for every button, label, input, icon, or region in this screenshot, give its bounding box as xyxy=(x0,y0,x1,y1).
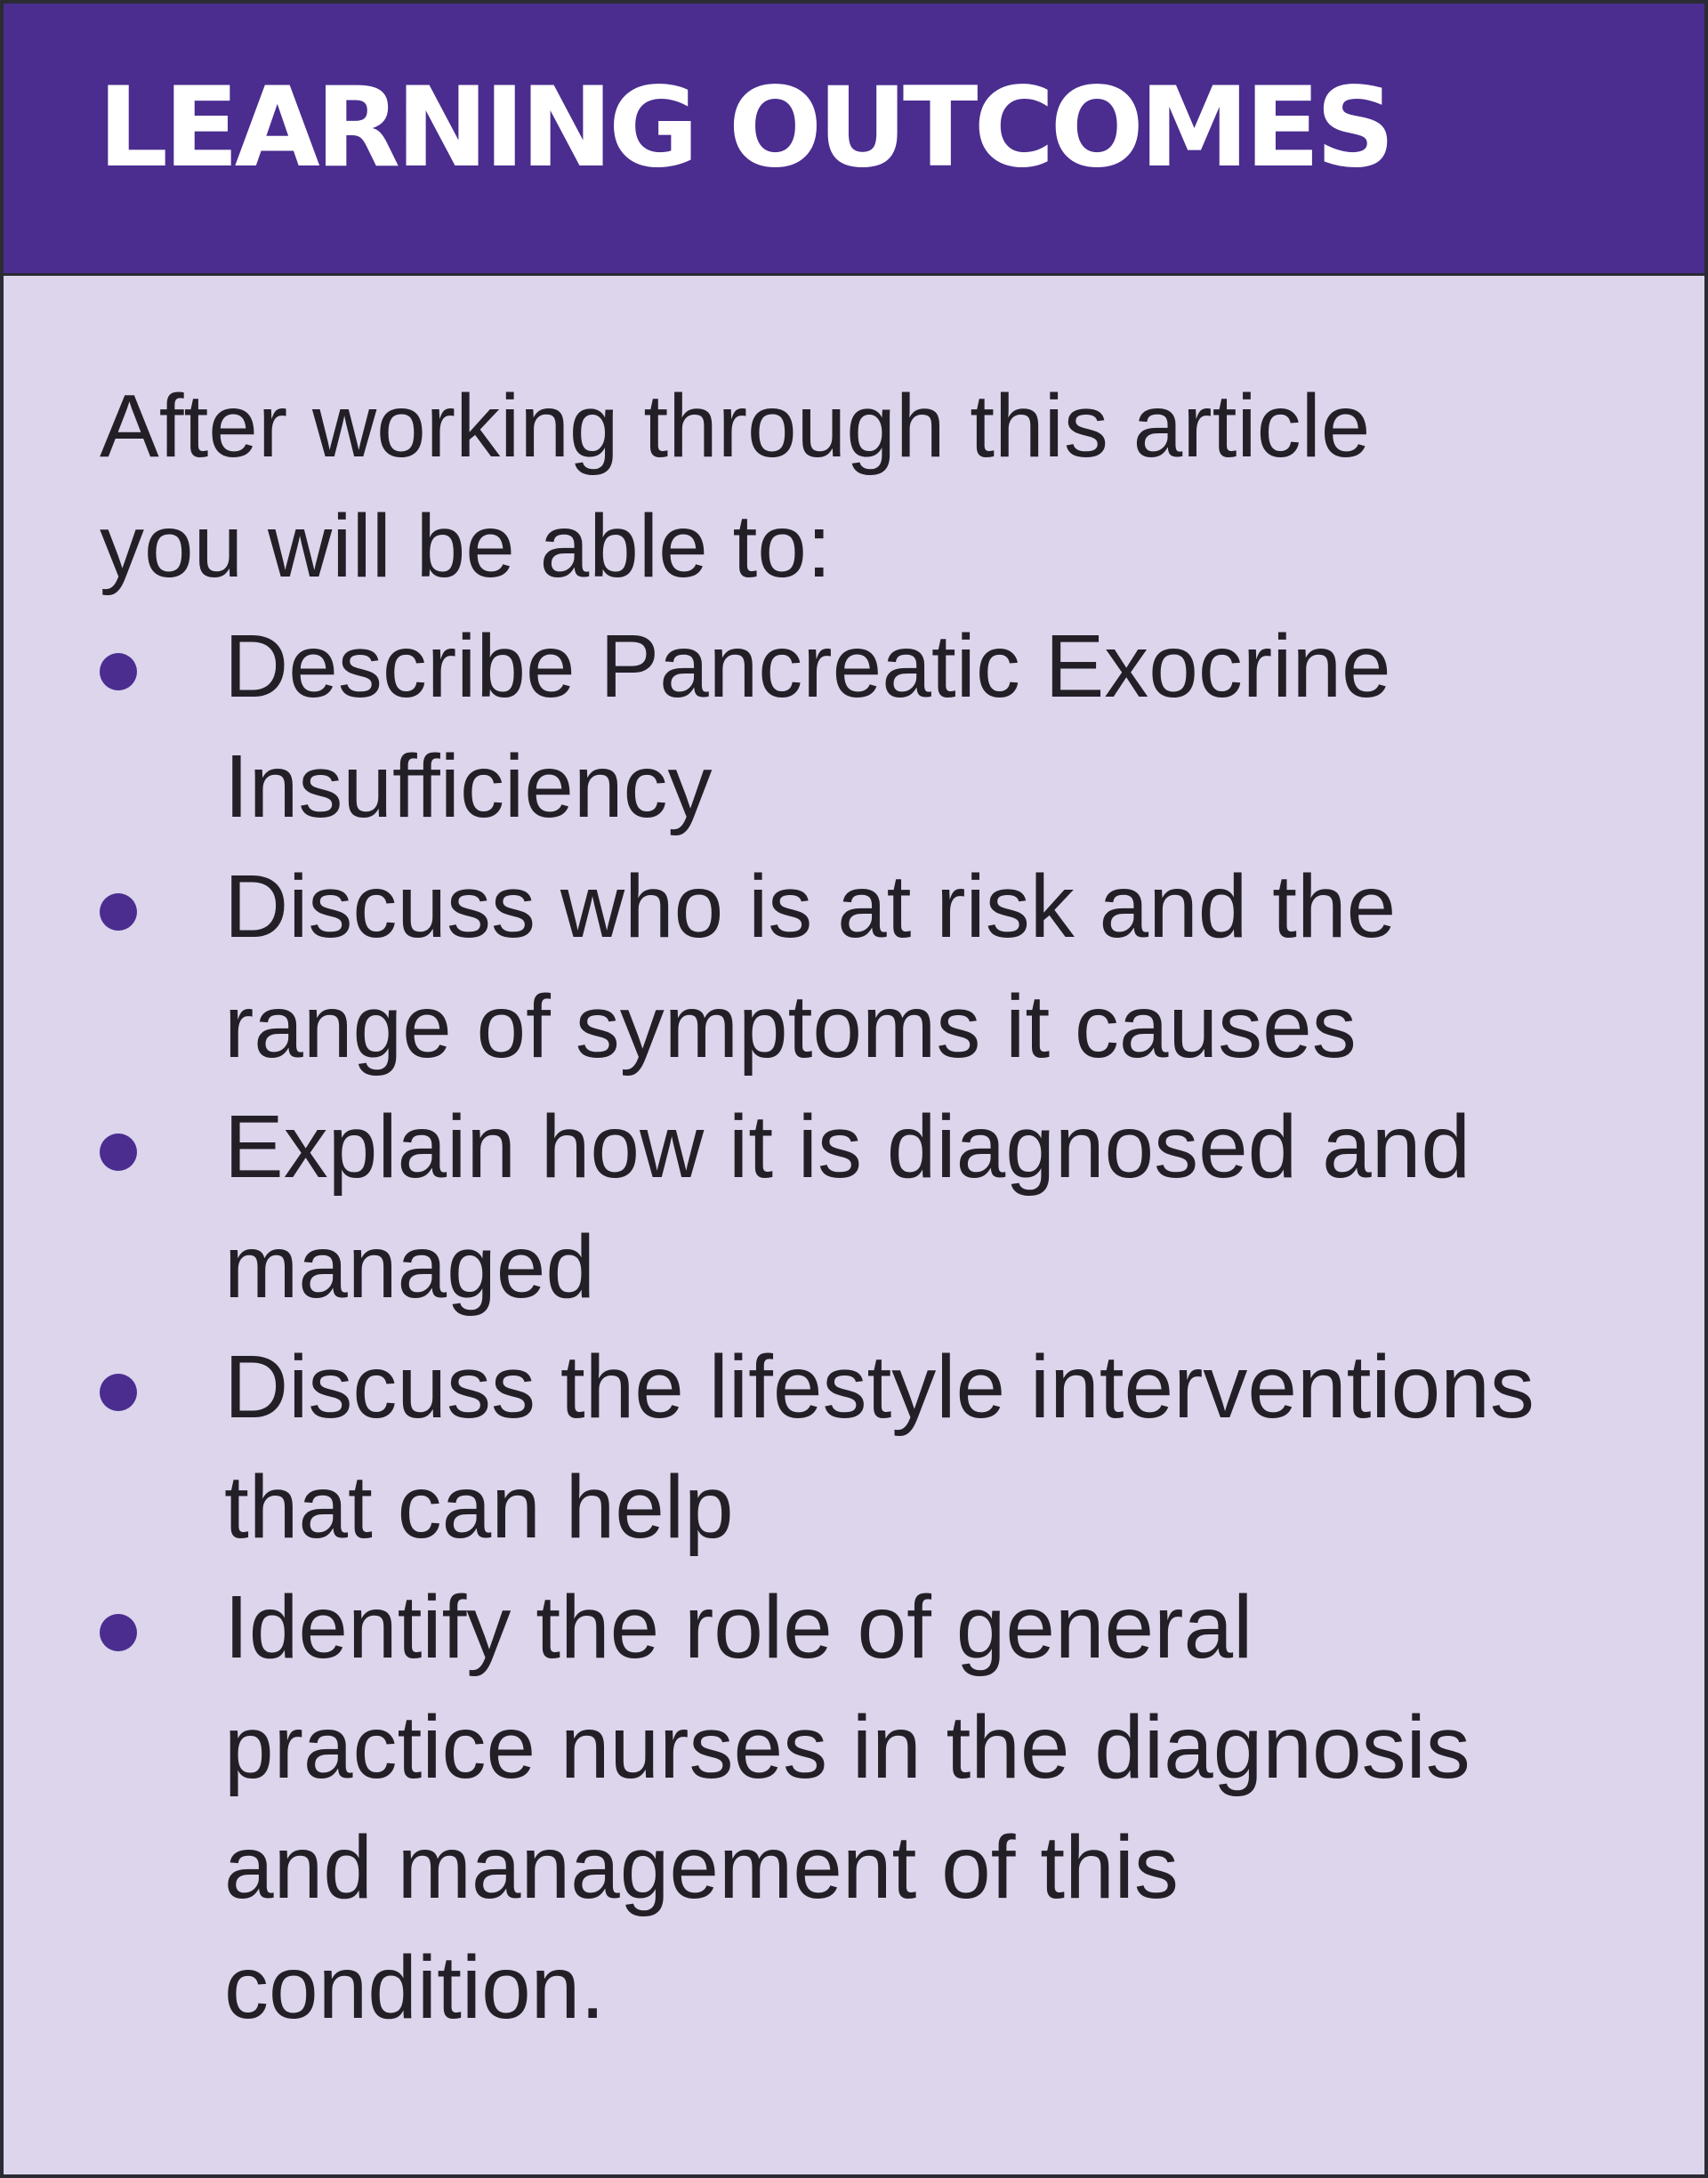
header-bar xyxy=(4,4,1704,276)
outcome-text: Discuss who is at risk and the range of symptoms it causes xyxy=(224,857,1397,1077)
outcomes-list xyxy=(100,607,1665,2048)
bullet-icon xyxy=(100,1374,137,1411)
outcome-item xyxy=(100,1087,1576,1327)
outcome-text: Describe Pancreatic Exocrine Insufficiency xyxy=(224,617,1391,836)
outcome-item xyxy=(100,1568,1576,2048)
outcome-item xyxy=(100,607,1576,847)
outcome-text: Discuss the lifestyle interventions that can help xyxy=(224,1337,1535,1557)
bullet-icon xyxy=(100,1614,137,1651)
bullet-icon xyxy=(100,1133,137,1171)
bullet-icon xyxy=(100,653,137,690)
box-content xyxy=(100,367,1665,2048)
outcome-item xyxy=(100,1327,1576,1568)
outcome-item xyxy=(100,847,1576,1087)
box-title: LEARNING OUTCOMES xyxy=(98,64,1391,192)
bullet-icon xyxy=(100,893,137,931)
intro-text: After working through this article you will be able to: xyxy=(100,376,1371,596)
outcome-text: Identify the role of general practice nurses in the diagnosis and management of this condition. xyxy=(224,1577,1470,2037)
outcome-text: Explain how it is diagnosed and managed xyxy=(224,1097,1470,1317)
